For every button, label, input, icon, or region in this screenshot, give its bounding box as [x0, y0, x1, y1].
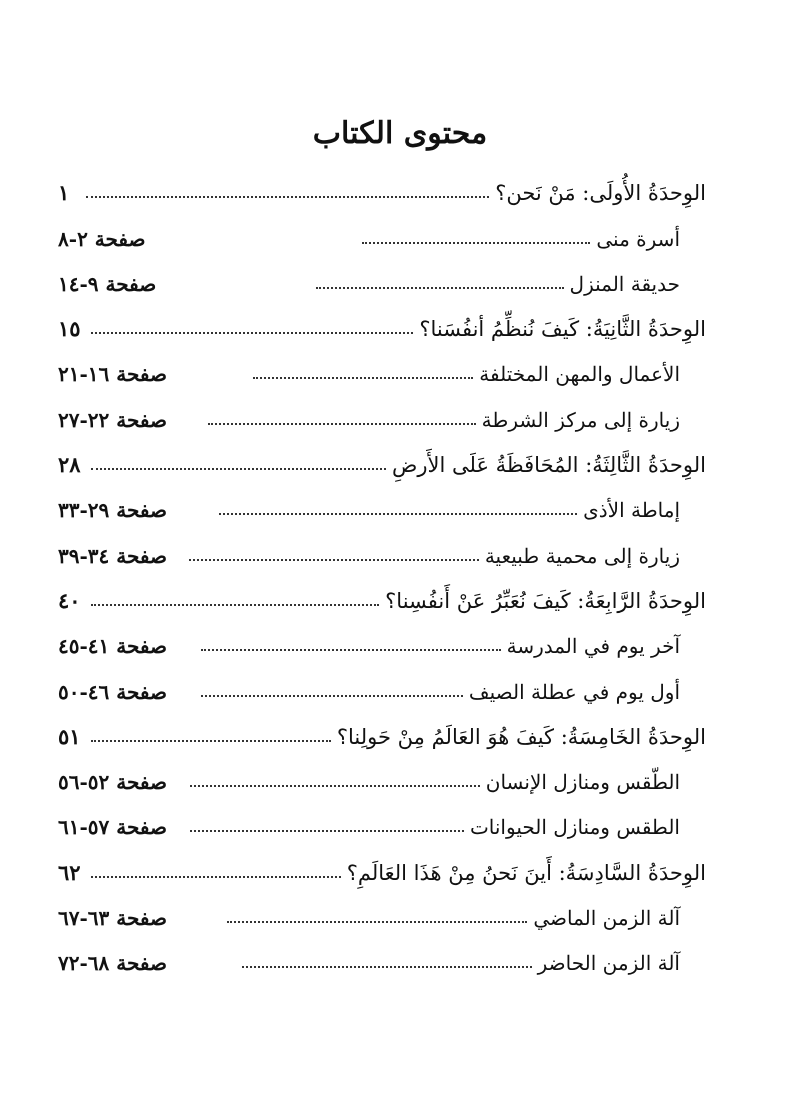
dot-leader — [190, 785, 480, 787]
page-number: صفحة ٤١-٤٥ — [58, 634, 167, 659]
page-number: ٦٢ — [58, 859, 81, 885]
page-number: صفحة ٣٤-٣٩ — [58, 543, 167, 568]
toc-unit-row — [58, 568, 706, 613]
lesson-title: إماطة الأذى — [583, 498, 680, 523]
toc-lesson-row — [58, 613, 706, 658]
dot-leader — [227, 921, 527, 923]
page-number: صفحة ٢٩-٣٣ — [58, 498, 167, 523]
page-number: صفحة ٦٨-٧٢ — [58, 951, 167, 976]
lesson-title: زيارة إلى مركز الشرطة — [481, 407, 680, 432]
lesson-title: الطقس ومنازل الحيوانات — [469, 815, 680, 840]
lesson-title: أسرة منى — [596, 226, 680, 251]
dot-leader — [91, 740, 331, 742]
dot-leader — [91, 604, 380, 606]
lesson-title: حديقة المنزل — [569, 271, 680, 296]
lesson-title: آلة الزمن الماضي — [533, 906, 680, 931]
lesson-title: زيارة إلى محمية طبيعية — [484, 543, 680, 568]
page-number: ٢٨ — [58, 452, 81, 478]
toc-lesson-row — [58, 477, 706, 522]
lesson-title: الأعمال والمهن المختلفة — [479, 362, 680, 387]
dot-leader — [208, 423, 476, 425]
toc-unit-row — [58, 160, 706, 205]
page-number: صفحة ١٦-٢١ — [58, 362, 167, 387]
page-number: صفحة ٢-٨ — [58, 226, 146, 251]
toc-lesson-row — [58, 522, 706, 567]
unit-title: الوِحدَةُ الثَّالِثَةُ: المُحَافَظَةُ عَلَى الأَرضِ — [391, 453, 706, 478]
unit-title: الوِحدَةُ السَّادِسَةُ: أَينَ نَحنُ مِنْ هَذَا العَالَمِ؟ — [346, 860, 706, 885]
dot-leader — [91, 876, 341, 878]
page-number: صفحة ٥٢-٥٦ — [58, 770, 167, 795]
toc-unit-row — [58, 839, 706, 884]
dot-leader — [201, 649, 501, 651]
page-number: صفحة ٤٦-٥٠ — [58, 679, 167, 704]
toc-lesson-row — [58, 205, 706, 250]
page-number: ١ — [58, 180, 70, 206]
lesson-title: آلة الزمن الحاضر — [537, 951, 680, 976]
dot-leader — [91, 332, 414, 334]
toc-lesson-row — [58, 930, 706, 975]
dot-leader — [316, 287, 564, 289]
lesson-title: الطّقس ومنازل الإنسان — [485, 770, 680, 795]
unit-title: الوِحدَةُ الرَّابِعَةُ: كَيفَ نُعَبِّرُ عَنْ أَنفُسِنا؟ — [385, 588, 706, 613]
toc-unit-row — [58, 432, 706, 477]
toc-lesson-row — [58, 341, 706, 386]
dot-leader — [91, 468, 386, 470]
page-number: ٥١ — [58, 723, 81, 749]
toc-unit-row — [58, 296, 706, 341]
dot-leader — [242, 966, 532, 968]
table-of-contents — [58, 160, 706, 975]
dot-leader — [253, 377, 473, 379]
page-number: صفحة ٥٧-٦١ — [58, 815, 167, 840]
dot-leader — [362, 242, 590, 244]
page-number: صفحة ٢٢-٢٧ — [58, 407, 167, 432]
unit-title: الوِحدَةُ الخَامِسَةُ: كَيفَ هُوَ العَالَمُ مِنْ حَولِنا؟ — [336, 724, 706, 749]
page-number: ٤٠ — [58, 587, 81, 613]
dot-leader — [190, 830, 464, 832]
page-number: صفحة ٦٣-٦٧ — [58, 906, 167, 931]
unit-title: الوِحدَةُ الثَّانِيَةُ: كَيفَ نُنظِّمُ أنفُسَنا؟ — [419, 317, 706, 342]
page-number: صفحة ٩-١٤ — [58, 271, 157, 296]
toc-lesson-row — [58, 251, 706, 296]
lesson-title: آخر يوم في المدرسة — [506, 634, 680, 659]
toc-lesson-row — [58, 749, 706, 794]
dot-leader — [189, 559, 479, 561]
dot-leader — [201, 695, 463, 697]
dot-leader — [86, 196, 489, 198]
toc-lesson-row — [58, 386, 706, 431]
toc-unit-row — [58, 704, 706, 749]
toc-lesson-row — [58, 658, 706, 703]
toc-lesson-row — [58, 885, 706, 930]
unit-title: الوِحدَةُ الأُولَى: مَنْ نَحن؟ — [495, 181, 706, 206]
page-number: ١٥ — [58, 316, 81, 342]
page-title: محتوى الكتاب — [312, 116, 488, 151]
toc-lesson-row — [58, 794, 706, 839]
lesson-title: أول يوم في عطلة الصيف — [468, 679, 680, 704]
dot-leader — [219, 513, 577, 515]
